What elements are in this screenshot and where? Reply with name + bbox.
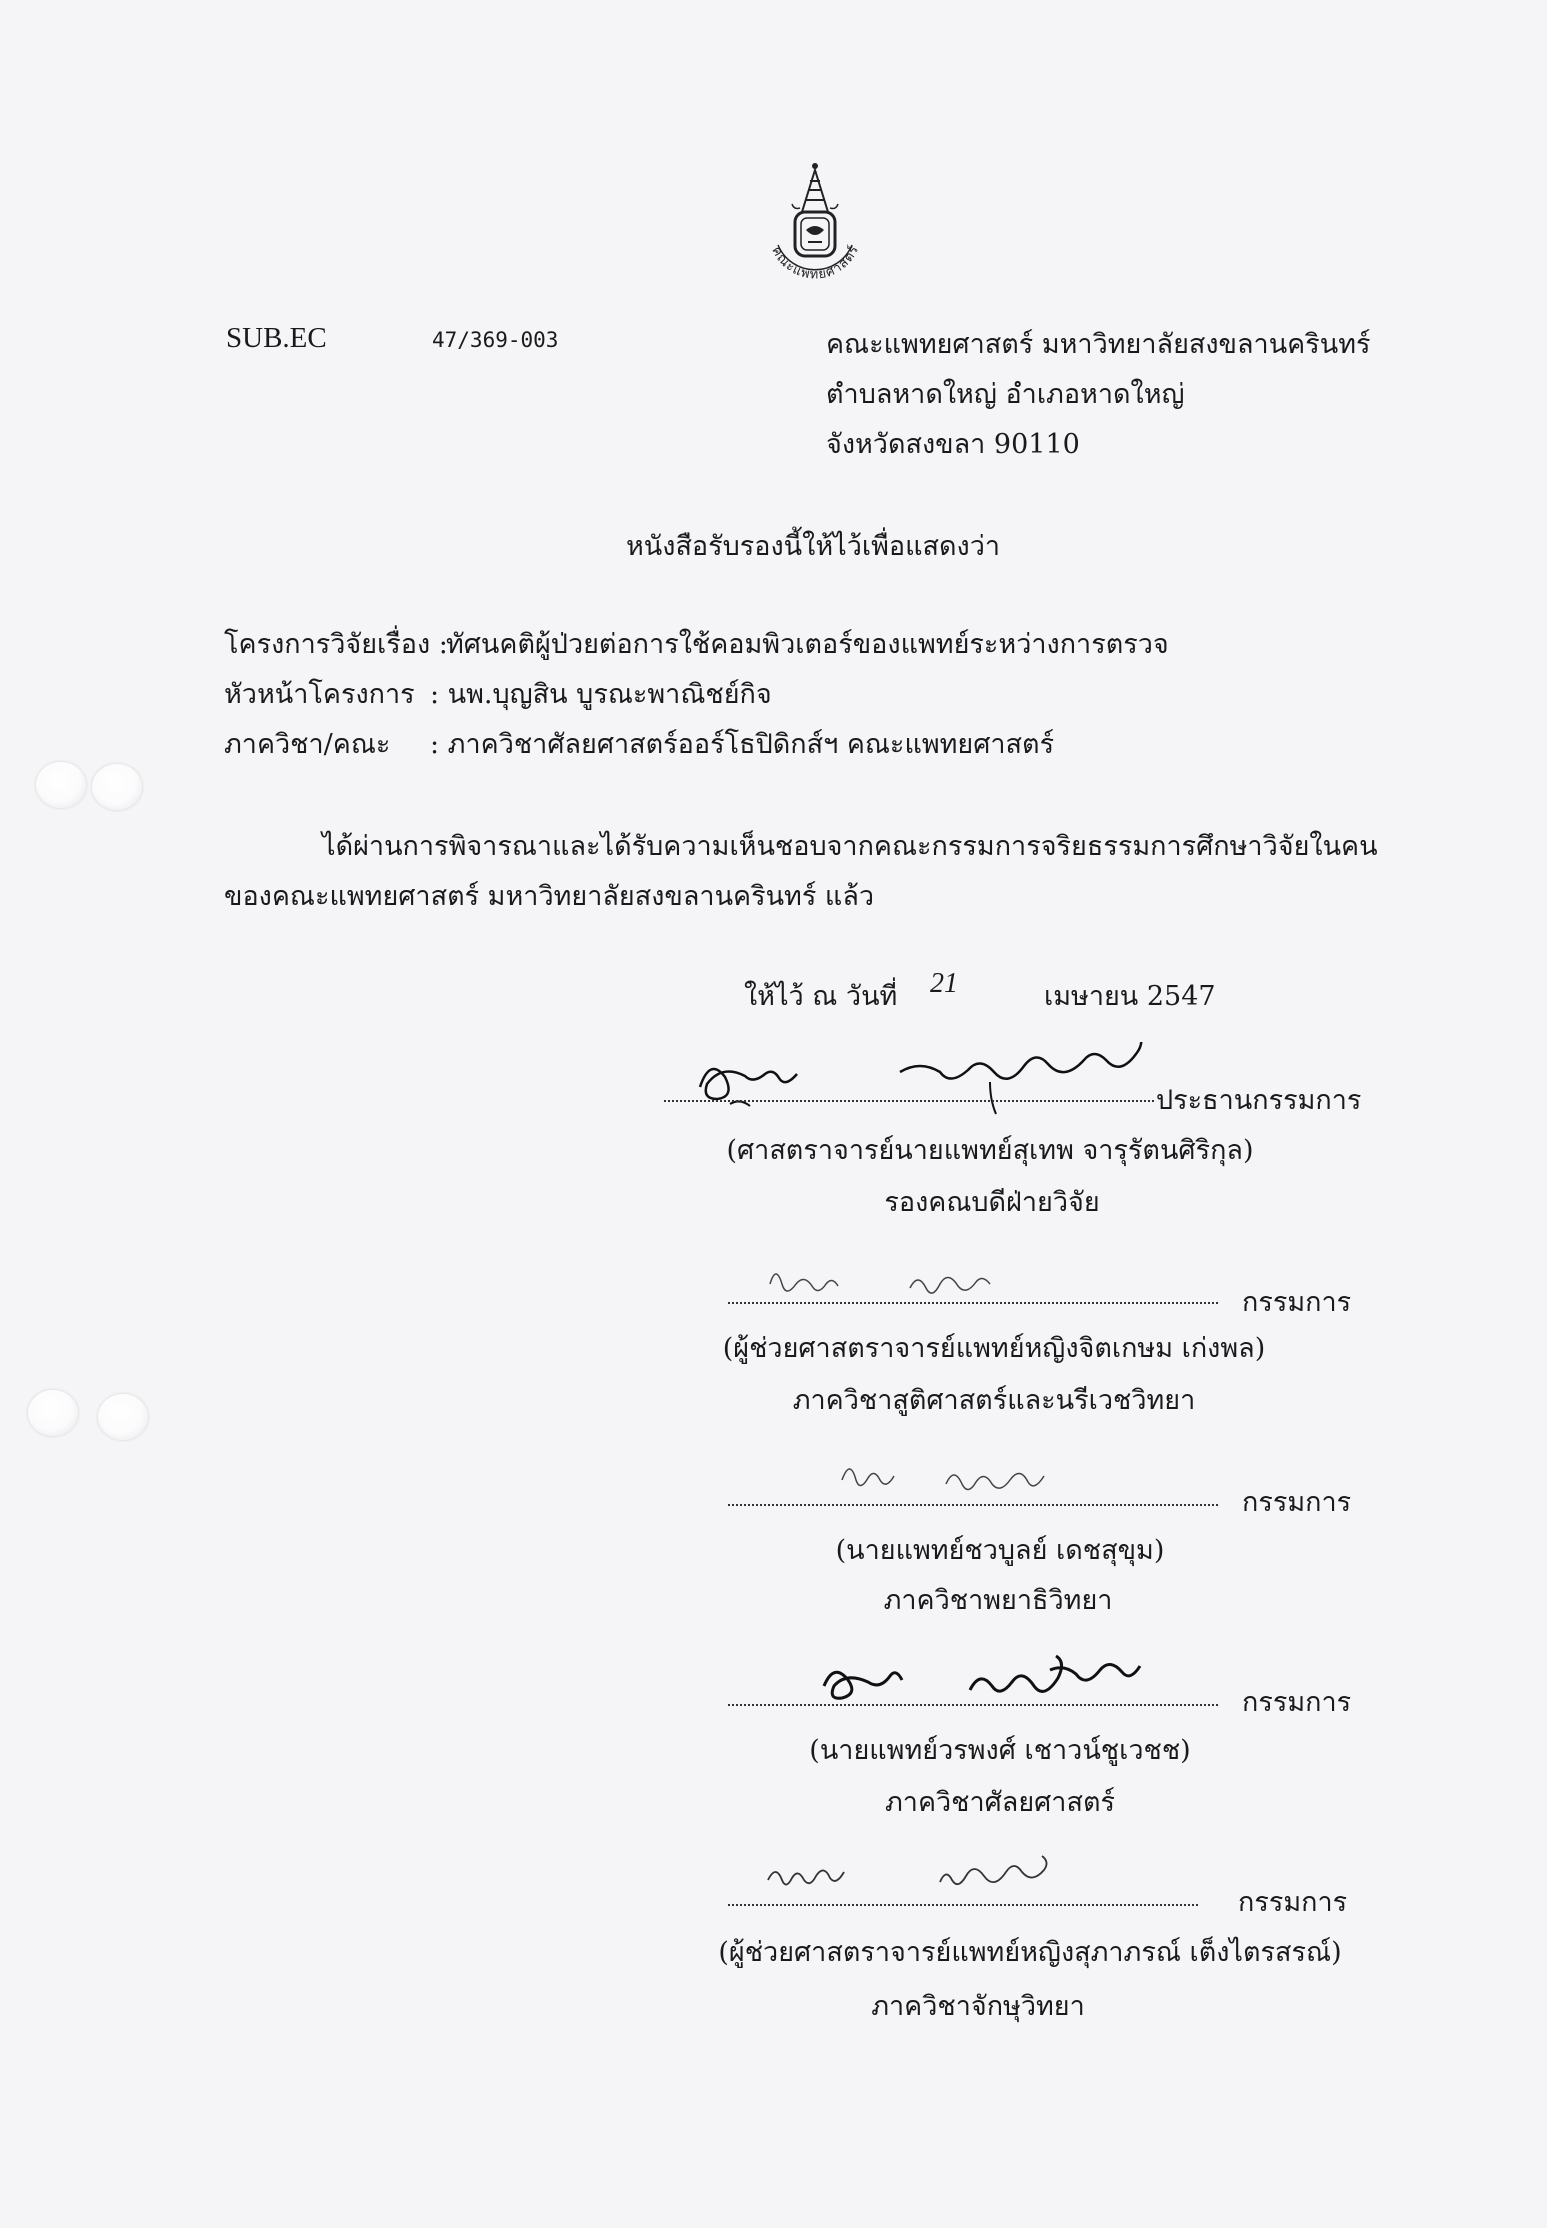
project-title-label: โครงการวิจัยเรื่อง : bbox=[224, 629, 448, 660]
signatory-3-role: กรรมการ bbox=[1242, 1487, 1352, 1518]
signatory-2-name: (ผู้ช่วยศาสตราจารย์แพทย์หญิงจิตเกษม เก่งพล) bbox=[722, 1333, 1266, 1364]
signatory-3-department: ภาควิชาพยาธิวิทยา bbox=[883, 1585, 1113, 1616]
punch-hole bbox=[92, 764, 142, 810]
signatory-4-department: ภาควิชาศัลยศาสตร์ bbox=[885, 1787, 1115, 1818]
signature-line bbox=[728, 1504, 1218, 1506]
address-line-3: จังหวัดสงขลา 90110 bbox=[826, 429, 1080, 460]
signature-member-5 bbox=[760, 1846, 1140, 1906]
seal-ring-text: คณะแพทยศาสตร์ bbox=[768, 243, 863, 283]
document-title: หนังสือรับรองนี้ให้ไว้เพื่อแสดงว่า bbox=[626, 531, 1001, 562]
date-month-year: เมษายน 2547 bbox=[1044, 981, 1216, 1012]
signatory-5-department: ภาควิชาจักษุวิทยา bbox=[871, 1991, 1085, 2022]
signature-chair bbox=[690, 1042, 1170, 1122]
signatory-2-role: กรรมการ bbox=[1242, 1287, 1352, 1318]
department-label: ภาควิชา/คณะ bbox=[224, 729, 391, 760]
signature-member-2 bbox=[760, 1254, 1060, 1314]
signatory-4-name: (นายแพทย์วรพงศ์ เชาวน์ชูเวชช) bbox=[809, 1735, 1191, 1766]
signature-line bbox=[728, 1302, 1218, 1304]
department-value: : ภาควิชาศัลยศาสตร์ออร์โธปิดิกส์ฯ คณะแพทยศาสตร์ bbox=[430, 729, 1055, 760]
signature-line bbox=[664, 1100, 1154, 1102]
signatory-5-role: กรรมการ bbox=[1238, 1887, 1348, 1918]
punch-hole bbox=[28, 1390, 78, 1436]
body-line-2: ของคณะแพทยศาสตร์ มหาวิทยาลัยสงขลานครินทร์ แล้ว bbox=[224, 881, 875, 912]
project-lead-label: หัวหน้าโครงการ bbox=[224, 679, 415, 710]
punch-hole bbox=[36, 762, 86, 808]
signatory-1-role: ประธานกรรมการ bbox=[1156, 1085, 1362, 1116]
signatory-1-name: (ศาสตราจารย์นายแพทย์สุเทพ จารุรัตนศิริกุล) bbox=[726, 1135, 1254, 1166]
date-prefix: ให้ไว้ ณ วันที่ bbox=[744, 981, 898, 1012]
reference-code: SUB.EC bbox=[226, 322, 327, 354]
address-line-2: ตำบลหาดใหญ่ อำเภอหาดใหญ่ bbox=[826, 379, 1185, 410]
svg-text:คณะแพทยศาสตร์ bbox=[768, 243, 862, 283]
body-line-1: ได้ผ่านการพิจารณาและได้รับความเห็นชอบจากคณะกรรมการจริยธรรมการศึกษาวิจัยในคน bbox=[322, 831, 1378, 862]
signature-line bbox=[728, 1904, 1198, 1906]
signatory-5-name: (ผู้ช่วยศาสตราจารย์แพทย์หญิงสุภาภรณ์ เต็งไตรสรณ์) bbox=[718, 1937, 1342, 1968]
project-lead-value: : นพ.บุญสิน บูรณะพาณิชย์กิจ bbox=[430, 679, 772, 710]
project-title-value: ทัศนคติผู้ป่วยต่อการใช้คอมพิวเตอร์ของแพทย์ระหว่างการตรวจ bbox=[446, 629, 1169, 660]
punch-hole bbox=[98, 1394, 148, 1440]
reference-number: 47/369-003 bbox=[432, 328, 559, 352]
signatory-3-name: (นายแพทย์ชวบูลย์ เดชสุขุม) bbox=[835, 1535, 1165, 1566]
signature-member-4 bbox=[810, 1650, 1190, 1720]
faculty-seal-logo bbox=[740, 150, 890, 300]
signatory-4-role: กรรมการ bbox=[1242, 1687, 1352, 1718]
signature-line bbox=[728, 1704, 1218, 1706]
signatory-2-department: ภาควิชาสูติศาสตร์และนรีเวชวิทยา bbox=[792, 1385, 1196, 1416]
signatory-1-department: รองคณบดีฝ่ายวิจัย bbox=[884, 1187, 1100, 1218]
date-day: 21 bbox=[930, 968, 958, 999]
address-line-1: คณะแพทยศาสตร์ มหาวิทยาลัยสงขลานครินทร์ bbox=[826, 329, 1371, 360]
signature-member-3 bbox=[836, 1450, 1136, 1510]
